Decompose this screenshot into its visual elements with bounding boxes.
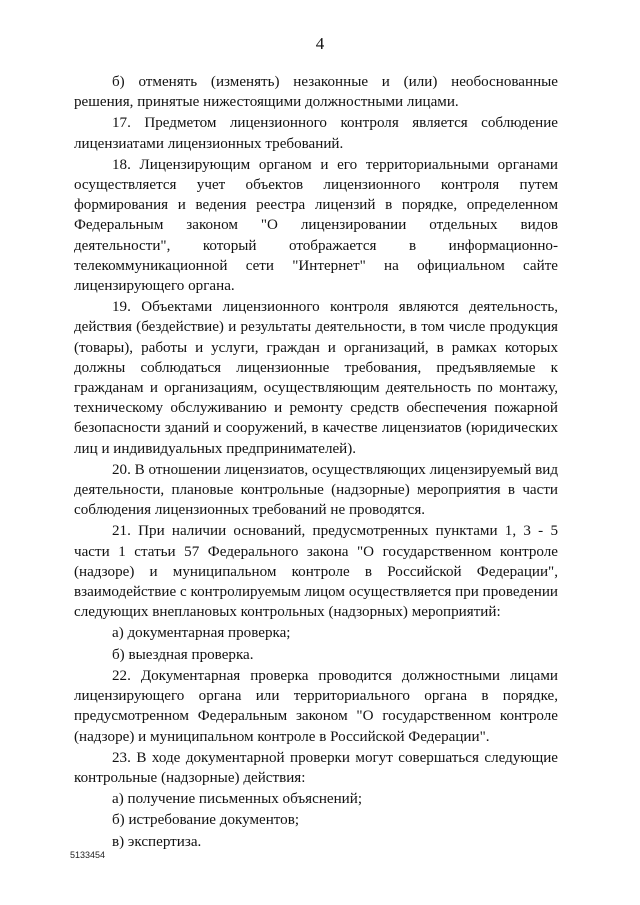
paragraph-23: 23. В ходе документарной проверки могут совершаться следующие контрольные (надзорные) действия: xyxy=(74,749,558,786)
paragraph-22: 22. Документарная проверка проводится должностными лицами лицензирующего органа или территориального органа в порядке, предусмотренном Федеральным законом "О государственном контроле (надзоре) и муниципальном контроле в Российской Федерации". xyxy=(74,667,558,745)
list-item-23b: б) истребование документов; xyxy=(112,812,300,829)
list-item-23a: а) получение письменных объяснений; xyxy=(112,791,363,808)
document-body xyxy=(74,72,558,852)
paragraph-17: 17. Предметом лицензионного контроля является соблюдение лицензиатами лицензионных требований. xyxy=(74,115,558,152)
paragraph-16b: б) отменять (изменять) незаконные и (или) необоснованные решения, принятые нижестоящими должностными лицами. xyxy=(74,74,558,111)
document-code: 5133454 xyxy=(70,850,106,860)
page-number: 4 xyxy=(315,34,325,53)
list-item-21a: а) документарная проверка; xyxy=(112,625,291,642)
list-item-23c: в) экспертиза. xyxy=(112,833,202,850)
paragraph-19: 19. Объектами лицензионного контроля являются деятельность, действия (бездействие) и результаты деятельности, в том числе продукция (товары), работы и услуги, граждан и организаций, в рамках которых должны соблюдаться лицензионные требования, предъявляемые к гражданам и организациям, осуществляющим деятельность по монтажу, техническому обслуживанию и ремонту средств обеспечения пожарной безопасности зданий и сооружений, в качестве лицензиатов (юридических лиц и индивидуальных предпринимателей). xyxy=(74,299,558,457)
paragraph-20: 20. В отношении лицензиатов, осуществляющих лицензируемый вид деятельности, плановые контрольные (надзорные) мероприятия в части соблюдения лицензионных требований не проводятся. xyxy=(74,461,558,519)
list-item-21b: б) выездная проверка. xyxy=(112,646,254,663)
paragraph-18: 18. Лицензирующим органом и его территориальными органами осуществляется учет объектов лицензионного контроля путем формирования и ведения реестра лицензий в порядке, определенном Федеральным законом "О лицензировании отдельных видов деятельности", который отображается в информационно-телекоммуникационной сети "Интернет" на официальном сайте лицензирующего органа. xyxy=(74,156,558,295)
paragraph-21: 21. При наличии оснований, предусмотренных пунктами 1, 3 - 5 части 1 статьи 57 Федерального закона "О государственном контроле (надзоре) и муниципальном контроле в Российской Федерации", взаимодействие с контролируемым лицом осуществляется при проведении следующих внеплановых контрольных (надзорных) мероприятий: xyxy=(74,523,558,621)
